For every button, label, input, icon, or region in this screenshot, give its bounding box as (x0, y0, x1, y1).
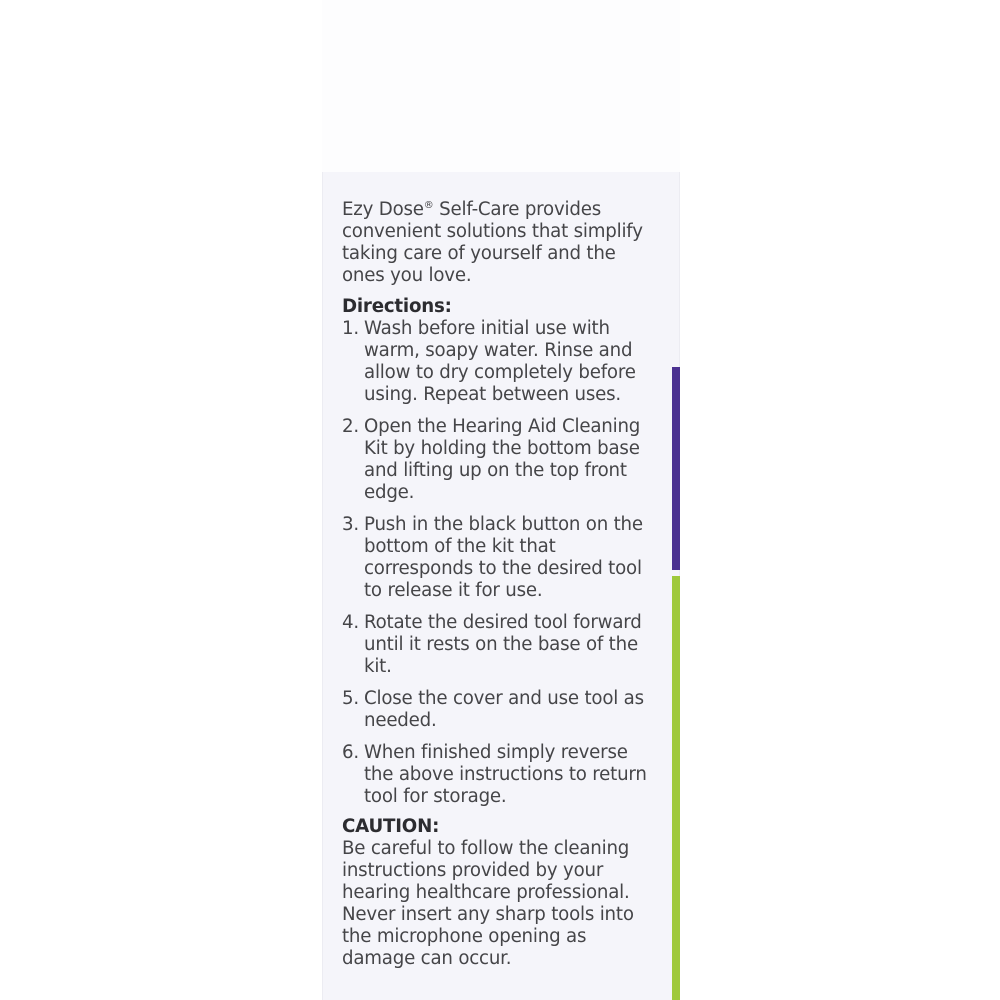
step-number: 5. (342, 688, 359, 709)
direction-step (342, 742, 657, 808)
registered-mark: ® (423, 200, 434, 211)
package-top-panel (322, 0, 680, 172)
brand-name: Ezy Dose (342, 199, 424, 220)
direction-step (342, 318, 657, 406)
intro-paragraph (342, 199, 657, 287)
green-accent-stripe (672, 576, 680, 1000)
direction-step (342, 688, 657, 732)
step-text: Push in the black button on the bottom of the kit that corresponds to the desired tool to release it for use. (364, 514, 643, 601)
step-number: 3. (342, 514, 359, 535)
direction-step (342, 514, 657, 602)
package-text (342, 199, 657, 970)
step-number: 2. (342, 416, 359, 437)
step-text: Open the Hearing Aid Cleaning Kit by holding the bottom base and lifting up on the top front edge. (364, 416, 641, 503)
direction-step (342, 416, 657, 504)
direction-step (342, 612, 657, 678)
step-number: 6. (342, 742, 359, 763)
step-text: Wash before initial use with warm, soapy water. Rinse and allow to dry completely before using. Repeat between uses. (364, 318, 636, 405)
step-text: When finished simply reverse the above instructions to return tool for storage. (364, 742, 647, 807)
step-text: Rotate the desired tool forward until it rests on the base of the kit. (364, 612, 642, 677)
caution-heading: CAUTION: (342, 816, 440, 837)
intro-text: Self-Care provides convenient solutions that simplify taking care of yourself and the ones you love. (342, 199, 643, 286)
step-number: 1. (342, 318, 359, 339)
caution-text: Be careful to follow the cleaning instructions provided by your hearing healthcare professional. Never insert any sharp tools into the microphone opening as damage can occur. (342, 838, 634, 969)
purple-accent-stripe (672, 367, 680, 570)
step-number: 4. (342, 612, 359, 633)
step-text: Close the cover and use tool as needed. (364, 688, 644, 731)
directions-heading: Directions: (342, 296, 452, 317)
directions-list (342, 318, 657, 808)
